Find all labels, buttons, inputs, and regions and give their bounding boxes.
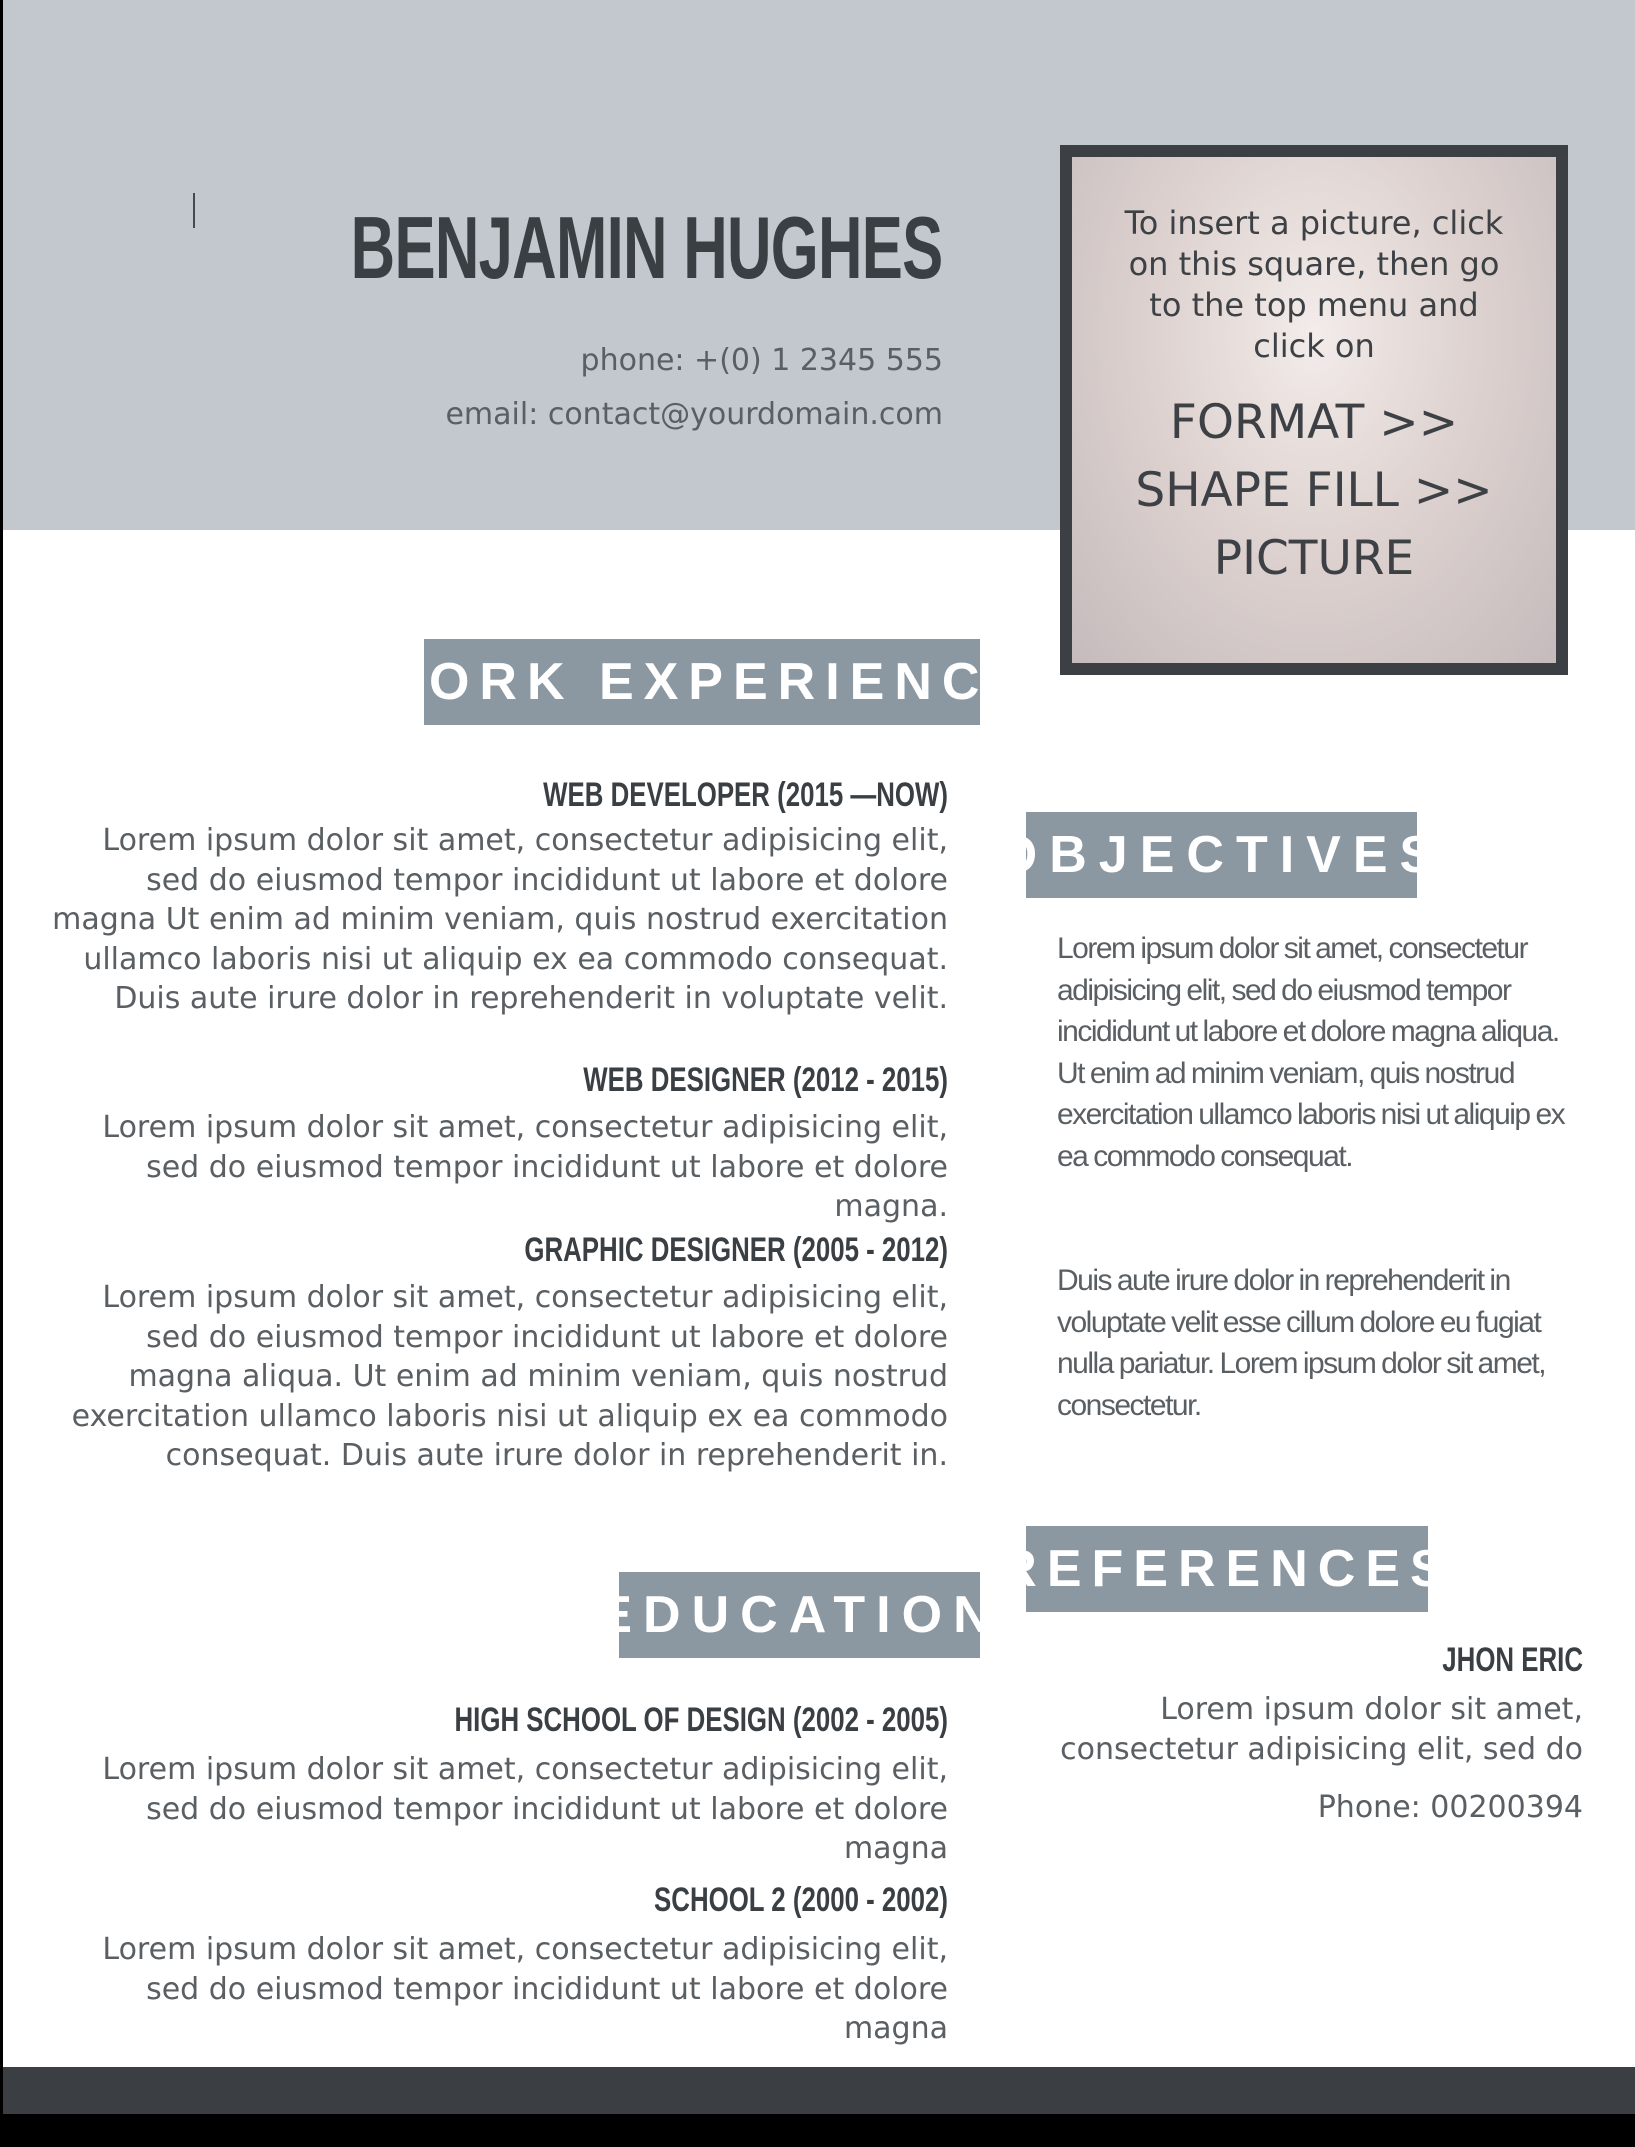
job-entry xyxy=(43,1060,948,1227)
job-title[interactable]: WEB DESIGNER (2012 - 2015) xyxy=(583,1061,948,1099)
photo-placeholder[interactable] xyxy=(1060,145,1568,675)
job-title[interactable]: WEB DEVELOPER (2015 —NOW) xyxy=(543,776,948,814)
job-title[interactable]: GRAPHIC DESIGNER (2005 - 2012) xyxy=(524,1231,948,1269)
objectives-heading[interactable]: OBJECTIVES xyxy=(1026,812,1417,898)
photo-step-shape-fill: SHAPE FILL >> xyxy=(1135,463,1493,518)
education-entry xyxy=(43,1700,948,1869)
reference-name[interactable]: JHON ERIC xyxy=(1442,1641,1583,1679)
job-entry xyxy=(43,1230,948,1476)
school-description[interactable]: Lorem ipsum dolor sit amet, consectetur adipisicing elit, sed do eiusmod tempor incididunt ut labore et dolore magna xyxy=(102,1752,948,1866)
job-entry xyxy=(43,775,948,1019)
resume-page xyxy=(3,0,1635,2114)
reference-description[interactable]: Lorem ipsum dolor sit amet, consectetur adipisicing elit, sed do xyxy=(1060,1692,1583,1767)
photo-instruction: To insert a picture, click on this square, then go to the top menu and click on xyxy=(1124,204,1504,365)
email-text[interactable]: email: contact@yourdomain.com xyxy=(445,397,943,432)
job-description[interactable]: Lorem ipsum dolor sit amet, consectetur adipisicing elit, sed do eiusmod tempor incididunt ut labore et dolore magna Ut enim ad minim veniam, quis nostrud exercitation ullamco laboris nisi ut aliquip ex ea commodo consequat. Duis aute irure dolor in reprehenderit in voluptate velit. xyxy=(52,823,948,1016)
reference-phone[interactable]: Phone: 00200394 xyxy=(1317,1790,1583,1825)
job-description[interactable]: Lorem ipsum dolor sit amet, consectetur adipisicing elit, sed do eiusmod tempor incididunt ut labore et dolore magna. xyxy=(102,1110,948,1224)
photo-step-picture: PICTURE xyxy=(1213,531,1415,586)
objectives-paragraph[interactable]: Duis aute irure dolor in reprehenderit in voluptate velit esse cillum dolore eu fugiat nulla pariatur. Lorem ipsum dolor sit amet, consectetur. xyxy=(1057,1264,1546,1422)
photo-step-format: FORMAT >> xyxy=(1169,395,1459,450)
work-experience-heading[interactable]: WORK EXPERIENCE xyxy=(424,639,980,725)
school-title[interactable]: SCHOOL 2 (2000 - 2002) xyxy=(654,1881,948,1919)
job-description[interactable]: Lorem ipsum dolor sit amet, consectetur adipisicing elit, sed do eiusmod tempor incididunt ut labore et dolore magna aliqua. Ut enim ad minim veniam, quis nostrud exercitation ullamco laboris nisi ut aliquip ex ea commodo consequat. Duis aute irure dolor in reprehenderit in. xyxy=(71,1280,948,1473)
references-heading[interactable]: REFERENCES xyxy=(1026,1526,1428,1612)
objectives-paragraph[interactable]: Lorem ipsum dolor sit amet, consectetur adipisicing elit, sed do eiusmod tempor incididunt ut labore et dolore magna aliqua. Ut enim ad minim veniam, quis nostrud exercitation ullamco laboris nisi ut aliquip ex ea commodo consequat. xyxy=(1057,932,1565,1173)
footer-bar xyxy=(3,2067,1635,2114)
school-title[interactable]: HIGH SCHOOL OF DESIGN (2002 - 2005) xyxy=(454,1701,948,1739)
photo-steps xyxy=(1072,389,1556,593)
school-description[interactable]: Lorem ipsum dolor sit amet, consectetur adipisicing elit, sed do eiusmod tempor incididunt ut labore et dolore magna xyxy=(102,1932,948,2046)
candidate-name[interactable]: BENJAMIN HUGHES xyxy=(351,198,943,297)
education-heading[interactable]: EDUCATION xyxy=(619,1572,980,1658)
text-cursor xyxy=(193,193,195,228)
reference-entry xyxy=(1053,1640,1583,1828)
education-entry xyxy=(43,1880,948,2049)
phone-text[interactable]: phone: +(0) 1 2345 555 xyxy=(580,343,943,378)
